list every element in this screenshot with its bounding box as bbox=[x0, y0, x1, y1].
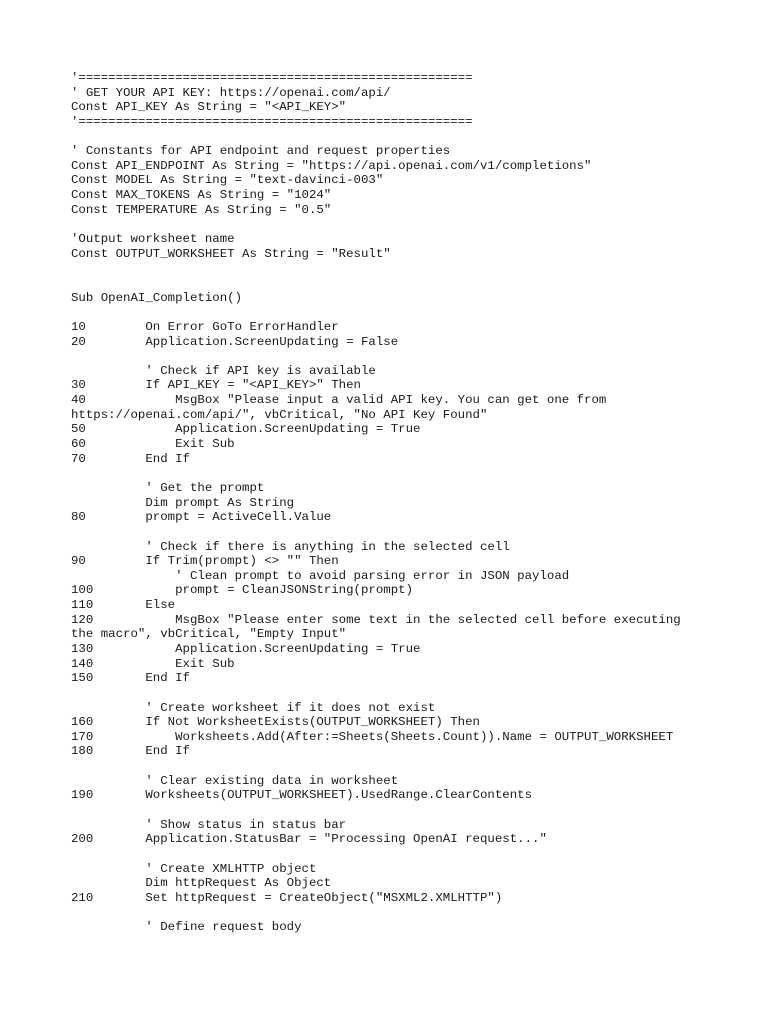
code-line bbox=[71, 906, 738, 921]
code-line: 40 MsgBox "Please input a valid API key. You can get one from bbox=[71, 393, 607, 408]
code-line: ' Constants for API endpoint and request properties bbox=[71, 144, 451, 159]
code-line: 170 Worksheets.Add(After:=Sheets(Sheets.Count)).Name = OUTPUT_WORKSHEET bbox=[71, 729, 674, 744]
code-line: the macro", vbCritical, "Empty Input" bbox=[71, 627, 347, 642]
code-line: Const MODEL As String = "text-davinci-003" bbox=[71, 173, 384, 188]
code-line: 140 Exit Sub bbox=[71, 656, 235, 671]
code-line bbox=[71, 803, 738, 818]
code-line: 120 MsgBox "Please enter some text in the selected cell before executing bbox=[71, 612, 681, 627]
code-line: ' Check if there is anything in the selected cell bbox=[71, 539, 510, 554]
code-line: 10 On Error GoTo ErrorHandler bbox=[71, 319, 339, 334]
code-line bbox=[71, 525, 738, 540]
code-line: ' Check if API key is available bbox=[71, 363, 376, 378]
code-line bbox=[71, 276, 738, 291]
code-line bbox=[71, 847, 738, 862]
code-line: ' Define request body bbox=[71, 920, 302, 935]
code-line: 70 End If bbox=[71, 451, 190, 466]
code-line: ' Clean prompt to avoid parsing error in JSON payload bbox=[71, 568, 570, 583]
code-line: ' Clear existing data in worksheet bbox=[71, 773, 399, 788]
code-line bbox=[71, 305, 738, 320]
code-line: 110 Else bbox=[71, 598, 176, 613]
code-line: 'Output worksheet name bbox=[71, 232, 235, 247]
code-line bbox=[71, 349, 738, 364]
code-line: 150 End If bbox=[71, 671, 190, 686]
code-line: 50 Application.ScreenUpdating = True bbox=[71, 422, 421, 437]
code-line bbox=[71, 217, 738, 232]
code-line: '===================================================== bbox=[71, 71, 473, 85]
code-line: https://openai.com/api/", vbCritical, "No API Key Found" bbox=[71, 407, 488, 422]
code-line: Sub OpenAI_Completion() bbox=[71, 290, 243, 305]
code-line: Dim httpRequest As Object bbox=[71, 876, 332, 891]
code-line: 200 Application.StatusBar = "Processing OpenAI request..." bbox=[71, 832, 547, 847]
code-line: ' Get the prompt bbox=[71, 480, 265, 495]
code-line bbox=[71, 759, 738, 774]
code-line: 30 If API_KEY = "<API_KEY>" Then bbox=[71, 378, 361, 393]
code-line bbox=[71, 261, 738, 276]
code-line: Const OUTPUT_WORKSHEET As String = "Result" bbox=[71, 246, 391, 261]
code-line: Const MAX_TOKENS As String = "1024" bbox=[71, 188, 332, 203]
code-line: Dim prompt As String bbox=[71, 495, 295, 510]
code-line: 20 Application.ScreenUpdating = False bbox=[71, 334, 399, 349]
code-line: 100 prompt = CleanJSONString(prompt) bbox=[71, 583, 414, 598]
code-line: ' Create XMLHTTP object bbox=[71, 861, 317, 876]
code-line bbox=[71, 466, 738, 481]
code-line: ' Create worksheet if it does not exist bbox=[71, 700, 436, 715]
code-line: 190 Worksheets(OUTPUT_WORKSHEET).UsedRange.ClearContents bbox=[71, 788, 533, 803]
code-line: Const TEMPERATURE As String = "0.5" bbox=[71, 202, 332, 217]
code-line: 80 prompt = ActiveCell.Value bbox=[71, 510, 332, 525]
code-line: Const API_ENDPOINT As String = "https://api.openai.com/v1/completions" bbox=[71, 158, 592, 173]
code-line bbox=[71, 686, 738, 701]
code-line: ' GET YOUR API KEY: https://openai.com/api/ bbox=[71, 85, 391, 100]
code-line: 60 Exit Sub bbox=[71, 437, 235, 452]
code-line: ' Show status in status bar bbox=[71, 817, 347, 832]
code-line: 160 If Not WorksheetExists(OUTPUT_WORKSHEET) Then bbox=[71, 715, 480, 730]
vba-code-block bbox=[71, 71, 738, 935]
code-line: 130 Application.ScreenUpdating = True bbox=[71, 641, 421, 656]
code-line: 180 End If bbox=[71, 744, 190, 759]
code-line: Const API_KEY As String = "<API_KEY>" bbox=[71, 100, 347, 115]
code-line: '===================================================== bbox=[71, 114, 473, 129]
code-line: 90 If Trim(prompt) <> "" Then bbox=[71, 554, 339, 569]
code-line: 210 Set httpRequest = CreateObject("MSXML2.XMLHTTP") bbox=[71, 890, 503, 905]
code-line bbox=[71, 130, 738, 145]
